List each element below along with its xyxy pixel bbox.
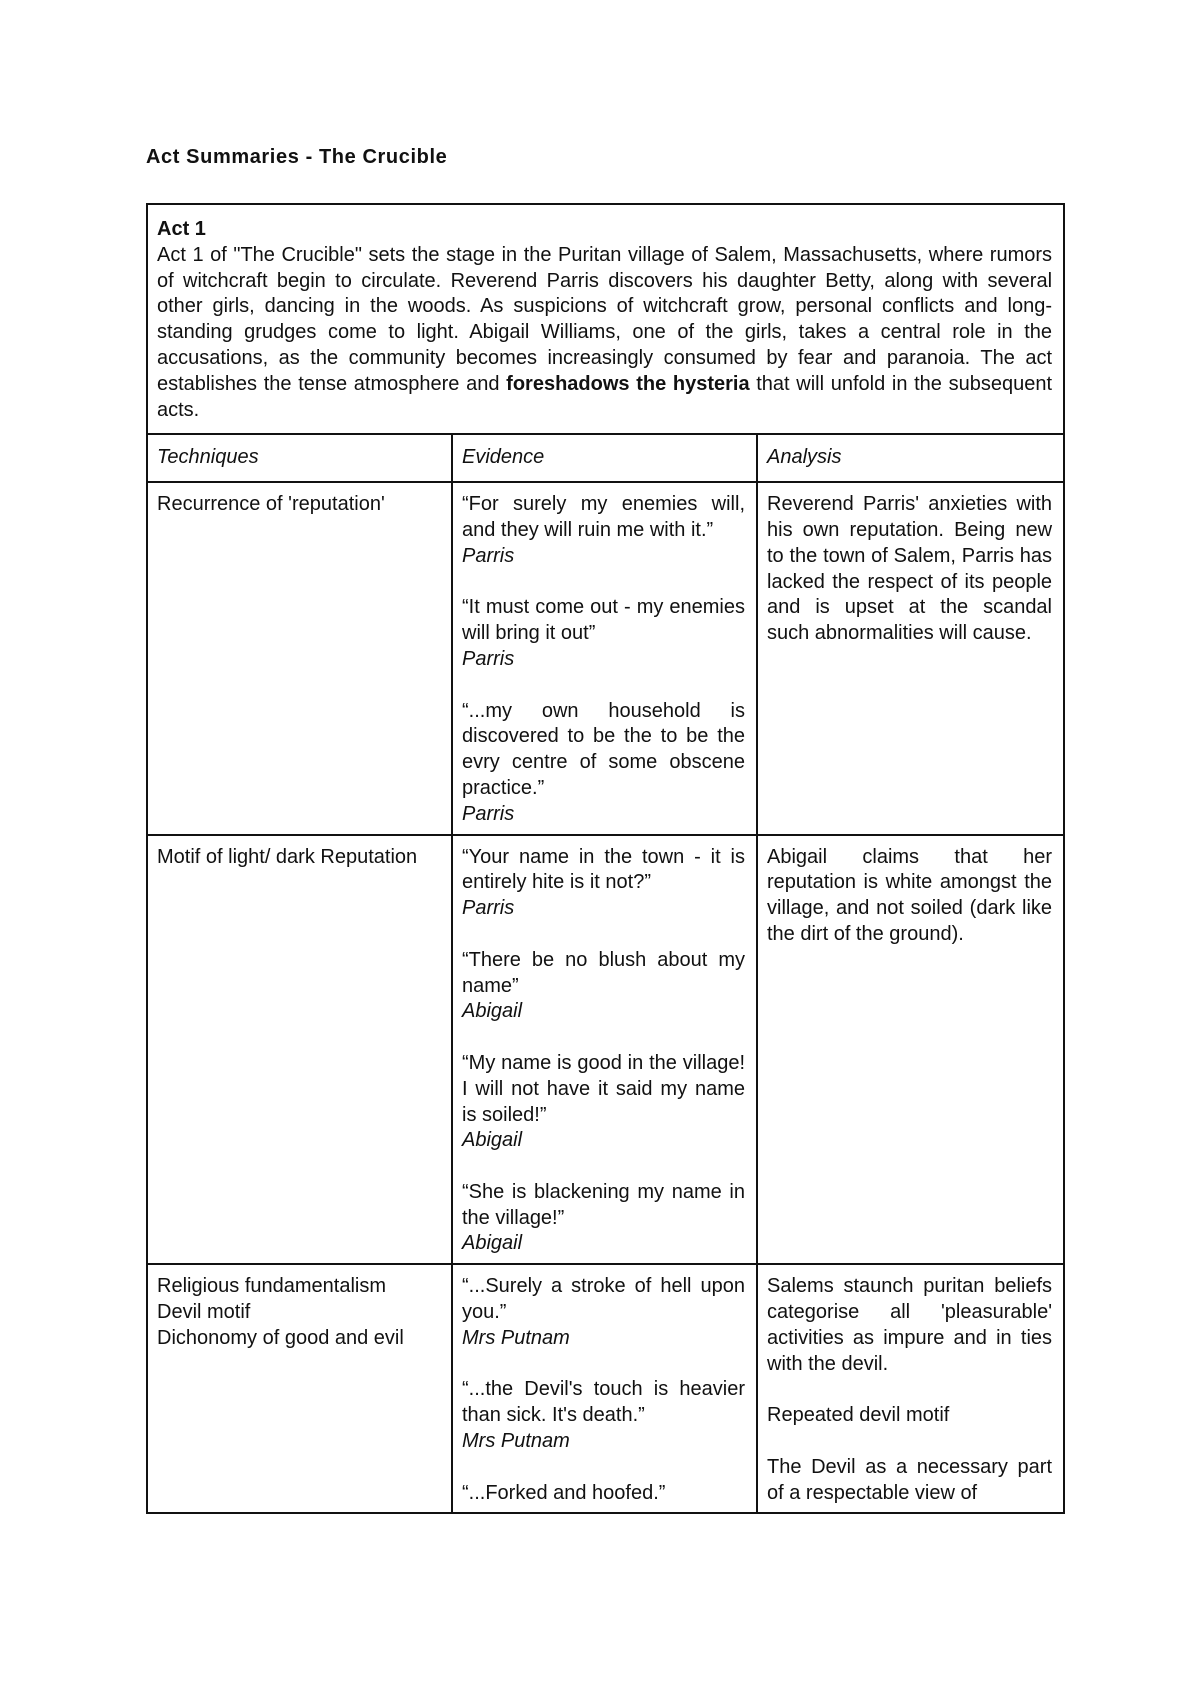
analysis-text: Salems staunch puritan beliefs categorise all 'pleasurable' activities as impure and in ties with the devil.	[767, 1275, 1053, 1375]
evidence-cell	[452, 482, 757, 834]
act-summary-text: Act 1 of "The Crucible" sets the stage in the Puritan village of Salem, Massachusetts, where rumors of witchcraft begin to circulate. Reverend Parris discovers his daughter Betty, along with several other girls, dancing in the woods. As suspicions of witchcraft grow, personal conflicts and long-standing grudges come to light. Abigail Williams, one of the girls, takes a central role in the accusations, as the community becomes increasingly consumed by fear and paranoia. The act establishes the tense atmosphere and	[157, 243, 1053, 395]
evidence-quote: “My name is good in the village! I will not have it said my name is soiled!”	[462, 1051, 745, 1126]
evidence-quote: “There be no blush about my name”	[462, 948, 745, 997]
evidence-speaker: Mrs Putnam	[462, 1430, 570, 1453]
evidence-cell	[452, 835, 757, 1265]
evidence-quote: “Your name in the town - it is entirely hite is it not?”	[462, 845, 745, 894]
evidence-speaker: Abigail	[462, 1129, 523, 1152]
header-analysis: Analysis	[757, 434, 1064, 482]
techniques-cell	[147, 835, 452, 1265]
technique-text: Devil motif	[157, 1301, 251, 1324]
evidence-quote: “...my own household is discovered to be the to be the evry centre of some obscene practice.”	[462, 699, 745, 799]
act-summary-bold: foreshadows the hysteria	[506, 372, 750, 395]
evidence-speaker: Abigail	[462, 1000, 523, 1023]
analysis-text: Abigail claims that her reputation is white amongst the village, and not soiled (dark like the dirt of the ground).	[767, 845, 1053, 945]
technique-text: Recurrence of 'reputation'	[157, 493, 385, 516]
analysis-cell	[757, 482, 1064, 834]
document-title: Act Summaries - The Crucible	[146, 146, 448, 168]
act-summary-cell	[147, 204, 1064, 434]
technique-text: Religious fundamentalism	[157, 1275, 387, 1298]
techniques-cell	[147, 1264, 452, 1513]
act-heading: Act 1	[157, 218, 206, 240]
evidence-quote: “For surely my enemies will, and they will ruin me with it.”	[462, 493, 745, 541]
evidence-speaker: Parris	[462, 647, 515, 670]
evidence-speaker: Mrs Putnam	[462, 1326, 570, 1349]
analysis-text: Reverend Parris' anxieties with his own reputation. Being new to the town of Salem, Parris has lacked the respect of its people and is upset at the scandal such abnormalities will cause.	[767, 493, 1053, 645]
techniques-cell	[147, 482, 452, 834]
column-header-row	[147, 434, 1064, 482]
act-summary-end: that will unfold in the subsequent acts.	[157, 372, 1053, 421]
evidence-quote: “...Forked and hoofed.”	[462, 1481, 666, 1504]
evidence-quote: “...the Devil's touch is heavier than sick. It's death.”	[462, 1378, 745, 1427]
table-row	[147, 1264, 1064, 1513]
analysis-text: Repeated devil motif	[767, 1404, 950, 1427]
act-summary-row	[147, 204, 1064, 434]
evidence-speaker: Parris	[462, 802, 515, 825]
evidence-cell	[452, 1264, 757, 1513]
technique-text: Motif of light/ dark Reputation	[157, 845, 418, 868]
evidence-quote: “She is blackening my name in the village!”	[462, 1180, 745, 1229]
evidence-speaker: Abigail	[462, 1232, 523, 1255]
analysis-cell	[757, 835, 1064, 1265]
header-evidence: Evidence	[452, 434, 757, 482]
evidence-quote: “...Surely a stroke of hell upon you.”	[462, 1275, 745, 1324]
evidence-speaker: Parris	[462, 897, 515, 920]
analysis-cell	[757, 1264, 1064, 1513]
header-techniques: Techniques	[147, 434, 452, 482]
technique-text: Dichonomy of good and evil	[157, 1326, 404, 1349]
table-row	[147, 835, 1064, 1265]
table-row	[147, 482, 1064, 834]
evidence-speaker: Parris	[462, 544, 515, 567]
analysis-text: The Devil as a necessary part of a respectable view of	[767, 1455, 1053, 1504]
act-summary-table	[146, 203, 1065, 1514]
evidence-quote: “It must come out - my enemies will bring it out”	[462, 596, 745, 645]
